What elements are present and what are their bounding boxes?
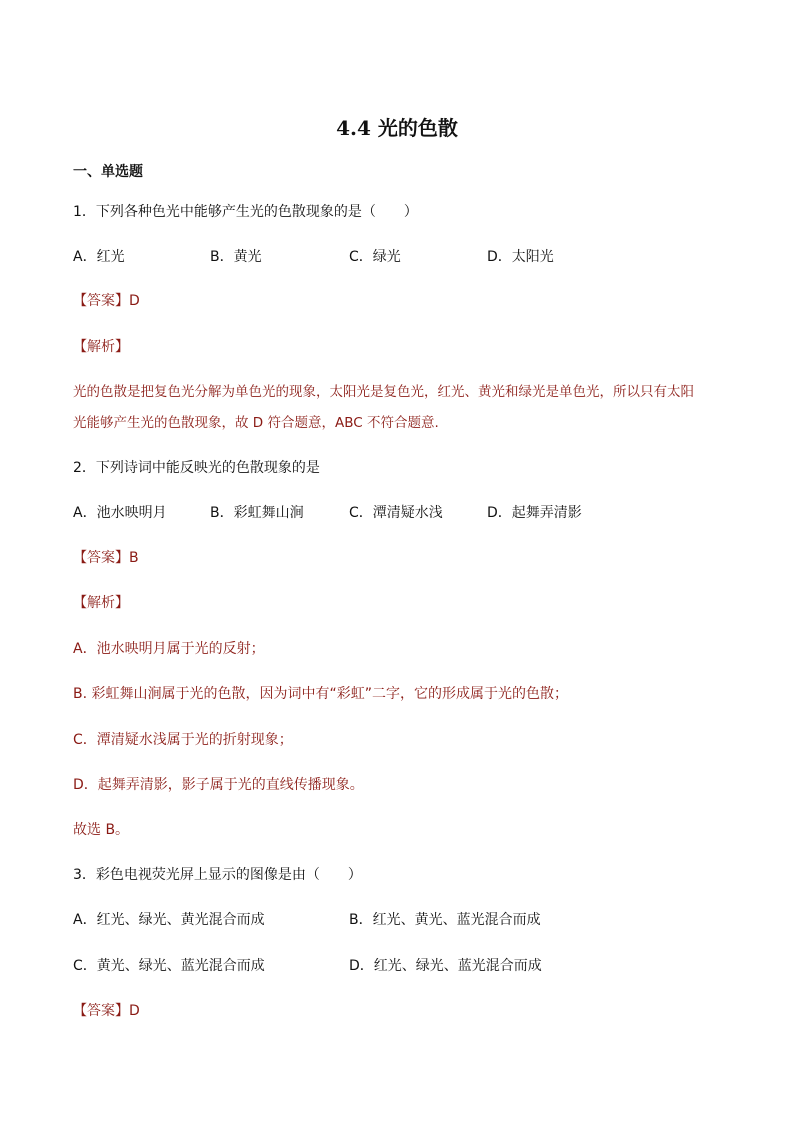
answer-label: 【答案】 — [73, 550, 129, 566]
question-3-answer — [73, 1002, 140, 1020]
question-2-answer — [73, 549, 139, 567]
question-3-option-b: B．红光、黄光、蓝光混合而成 — [349, 912, 541, 928]
question-2-explain-label: 【解析】 — [73, 595, 129, 611]
section-heading: 一、单选题 — [73, 164, 143, 180]
question-1-option-a: A．红光 — [73, 249, 125, 265]
question-1-answer — [73, 292, 140, 310]
question-2-explain-line-4: D．起舞弄清影，影子属于光的直线传播现象。 — [73, 777, 364, 793]
question-3-option-d: D．红光、绿光、蓝光混合而成 — [349, 958, 542, 974]
question-2-option-d: D．起舞弄清影 — [487, 505, 582, 521]
question-1-explain-line-1: 光的色散是把复色光分解为单色光的现象，太阳光是复色光，红光、黄光和绿光是单色光，所以只有太阳 — [73, 384, 694, 400]
answer-label: 【答案】 — [73, 293, 129, 309]
answer-value: D — [129, 1003, 140, 1019]
answer-label: 【答案】 — [73, 1003, 129, 1019]
question-2-option-c: C．潭清疑水浅 — [349, 505, 443, 521]
question-1-option-b: B．黄光 — [210, 249, 262, 265]
question-1-option-c: C．绿光 — [349, 249, 401, 265]
question-1-explain-line-2: 光能够产生光的色散现象，故 D 符合题意，ABC 不符合题意. — [73, 415, 439, 431]
question-2-explain-line-1: A．池水映明月属于光的反射； — [73, 641, 265, 657]
question-2-option-b: B．彩虹舞山涧 — [210, 505, 304, 521]
question-2-explain-line-3: C．潭清疑水浅属于光的折射现象； — [73, 732, 293, 748]
question-3-stem: 3．彩色电视荧光屏上显示的图像是由（ ） — [73, 867, 362, 883]
answer-value: D — [129, 293, 140, 309]
question-1-option-d: D．太阳光 — [487, 249, 554, 265]
question-2-conclusion: 故选 B。 — [73, 822, 130, 838]
question-2-stem: 2．下列诗词中能反映光的色散现象的是 — [73, 460, 320, 476]
question-3-option-a: A．红光、绿光、黄光混合而成 — [73, 912, 265, 928]
question-2-explain-line-2: B. 彩虹舞山涧属于光的色散，因为词中有“彩虹”二字，它的形成属于光的色散； — [73, 686, 569, 702]
question-3-option-c: C．黄光、绿光、蓝光混合而成 — [73, 958, 265, 974]
answer-value: B — [129, 550, 139, 566]
question-1-explain-label: 【解析】 — [73, 339, 129, 355]
page-title: 4.4 光的色散 — [336, 116, 458, 140]
question-2-option-a: A．池水映明月 — [73, 505, 167, 521]
question-1-stem: 1．下列各种色光中能够产生光的色散现象的是（ ） — [73, 204, 418, 220]
